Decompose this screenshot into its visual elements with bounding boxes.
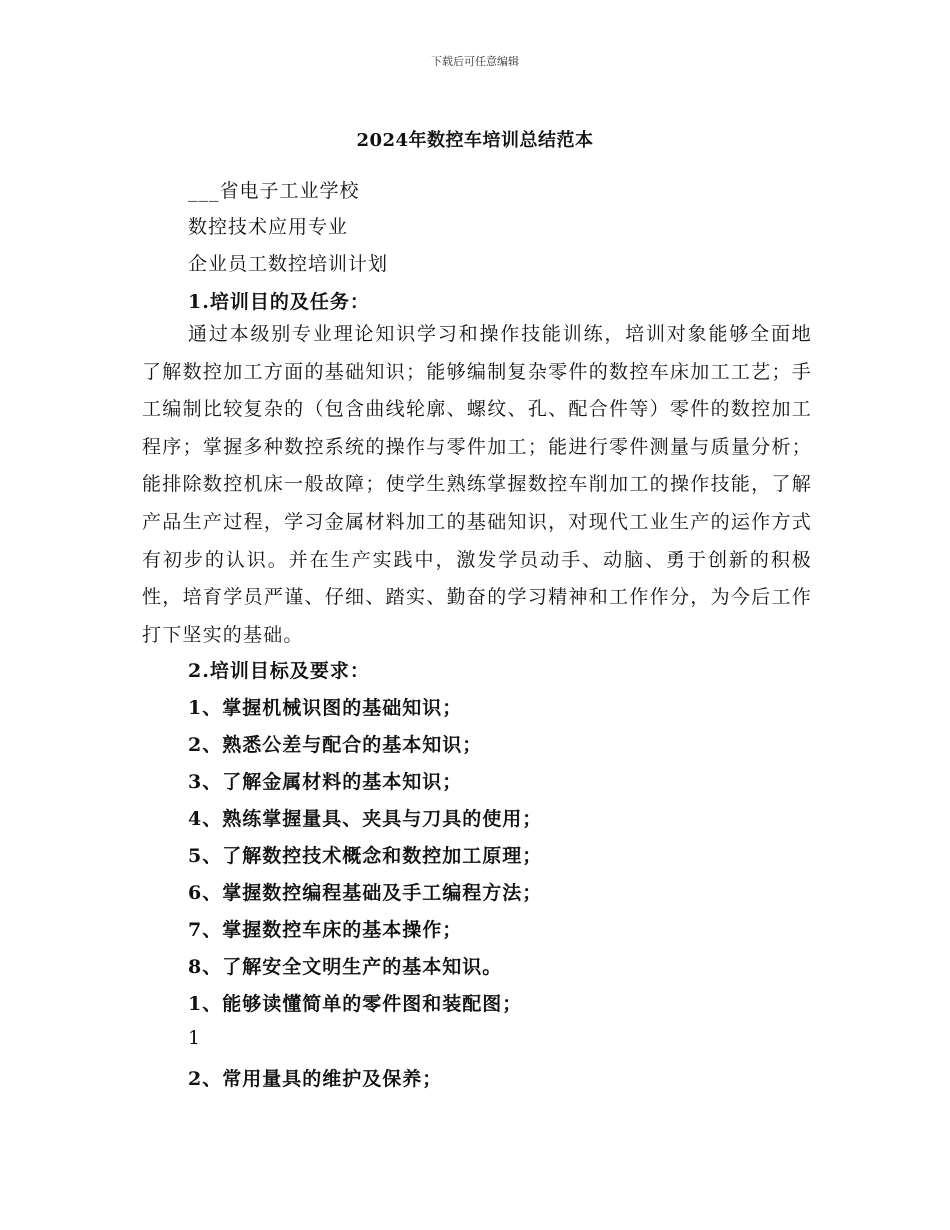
- intro-line-plan: 企业员工数控培训计划: [188, 253, 389, 275]
- intro-line-school: ___省电子工业学校: [188, 180, 360, 202]
- document-title: 2024年数控车培训总结范本: [356, 130, 594, 151]
- list-item: 8、了解安全文明生产的基本知识。: [188, 956, 503, 978]
- list-item: 1、掌握机械识图的基础知识；: [188, 697, 463, 719]
- list-item: 2、熟悉公差与配合的基本知识；: [188, 734, 483, 756]
- section2-heading: 2.培训目标及要求：: [188, 660, 370, 682]
- section1-paragraph: 通过本级别专业理论知识学习和操作技能训练，培训对象能够全面地了解数控加工方面的基础知识；能够编制复杂零件的数控车床加工工艺；手工编制比较复杂的（包含曲线轮廓、螺纹、孔、配合件等）零件的数控加工程序；掌握多种数控系统的操作与零件加工；能进行零件测量与质量分析；能排除数控机床一般故障；使学生熟练掌握数控车削加工的操作技能，了解产品生产过程，学习金属材料加工的基础知识，对现代工业生产的运作方式有初步的认识。并在生产实践中，激发学员动手、动脑、勇于创新的积极性，培育学员严谨、仔细、踏实、勤奋的学习精神和工作作分，为今后工作打下坚实的基础。: [142, 323, 812, 646]
- page-number: 1: [188, 1027, 201, 1049]
- list-item: 4、熟练掌握量具、夹具与刀具的使用；: [188, 808, 543, 830]
- intro-line-major: 数控技术应用专业: [188, 216, 349, 238]
- section1-heading: 1.培训目的及任务：: [188, 291, 370, 313]
- list-item: 7、掌握数控车床的基本操作；: [188, 919, 463, 941]
- list-item: 1、能够读懂简单的零件图和装配图；: [188, 993, 523, 1015]
- list-item: 6、掌握数控编程基础及手工编程方法；: [188, 882, 543, 904]
- list-item: 5、了解数控技术概念和数控加工原理；: [188, 845, 543, 867]
- list-item: 3、了解金属材料的基本知识；: [188, 771, 463, 793]
- header-note: 下载后可任意编辑: [431, 55, 519, 68]
- list-item: 2、常用量具的维护及保养；: [188, 1068, 443, 1090]
